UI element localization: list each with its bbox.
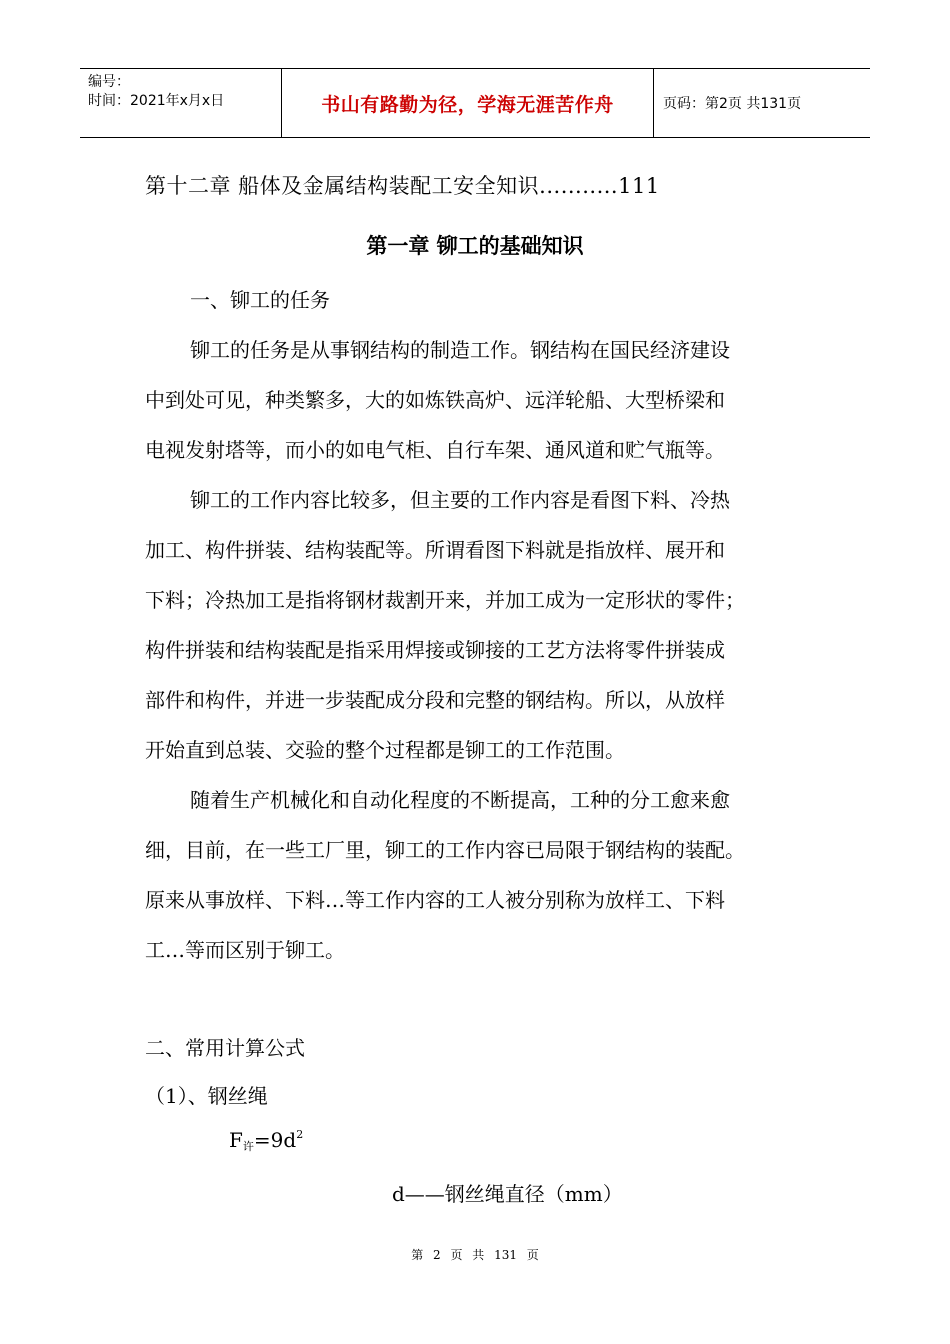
formula-rhs: =9d [253,1128,297,1152]
time-label: 时间：2021年x月x日 [88,93,225,109]
paragraph-line: 部件和构件，并进一步装配成分段和完整的钢结构。所以，从放样 [145,688,725,712]
section-heading: 二、常用计算公式 [145,1036,305,1060]
paragraph-line: 中到处可见，种类繁多，大的如炼铁高炉、远洋轮船、大型桥梁和 [145,388,725,412]
paragraph-line: 工…等而区别于铆工。 [145,938,345,962]
paragraph-line: 铆工的工作内容比较多，但主要的工作内容是看图下料、冷热 [190,488,730,512]
header-page-info: 页码：第2页 共131页 [663,96,802,112]
variable-definition: d——钢丝绳直径（mm） [392,1182,623,1206]
header-divider [653,69,654,137]
paragraph-line: 细，目前，在一些工厂里，铆工的工作内容已局限于钢结构的装配。 [145,838,745,862]
header-table [80,68,870,138]
paragraph-line: 开始直到总装、交验的整个过程都是铆工的工作范围。 [145,738,625,762]
page-footer: 第 2 页 共 131 页 [411,1248,539,1262]
paragraph-line: 电视发射塔等，而小的如电气柜、自行车架、通风道和贮气瓶等。 [145,438,725,462]
number-label: 编号： [88,74,130,90]
formula-subscript: 许 [242,1140,254,1153]
header-motto: 书山有路勤为径，学海无涯苦作舟 [321,93,614,116]
header-meta-cell [80,69,281,137]
formula-base: F [229,1128,243,1152]
formula-superscript: 2 [296,1128,304,1141]
formula [229,1128,303,1154]
paragraph-line: 随着生产机械化和自动化程度的不断提高，工种的分工愈来愈 [190,788,730,812]
paragraph-line: 加工、构件拼装、结构装配等。所谓看图下料就是指放样、展开和 [145,538,725,562]
subsection-heading: （1）、钢丝绳 [145,1084,268,1108]
paragraph-line: 下料；冷热加工是指将钢材裁割开来，并加工成为一定形状的零件； [145,588,745,612]
toc-line: 第十二章 船体及金属结构装配工安全知识...........111 [145,174,660,198]
paragraph-line: 原来从事放样、下料…等工作内容的工人被分别称为放样工、下料 [145,888,725,912]
section-heading: 一、铆工的任务 [190,288,330,312]
paragraph-line: 铆工的任务是从事钢结构的制造工作。钢结构在国民经济建设 [190,338,730,362]
paragraph-line: 构件拼装和结构装配是指采用焊接或铆接的工艺方法将零件拼装成 [145,638,725,662]
chapter-title: 第一章 铆工的基础知识 [366,234,584,258]
